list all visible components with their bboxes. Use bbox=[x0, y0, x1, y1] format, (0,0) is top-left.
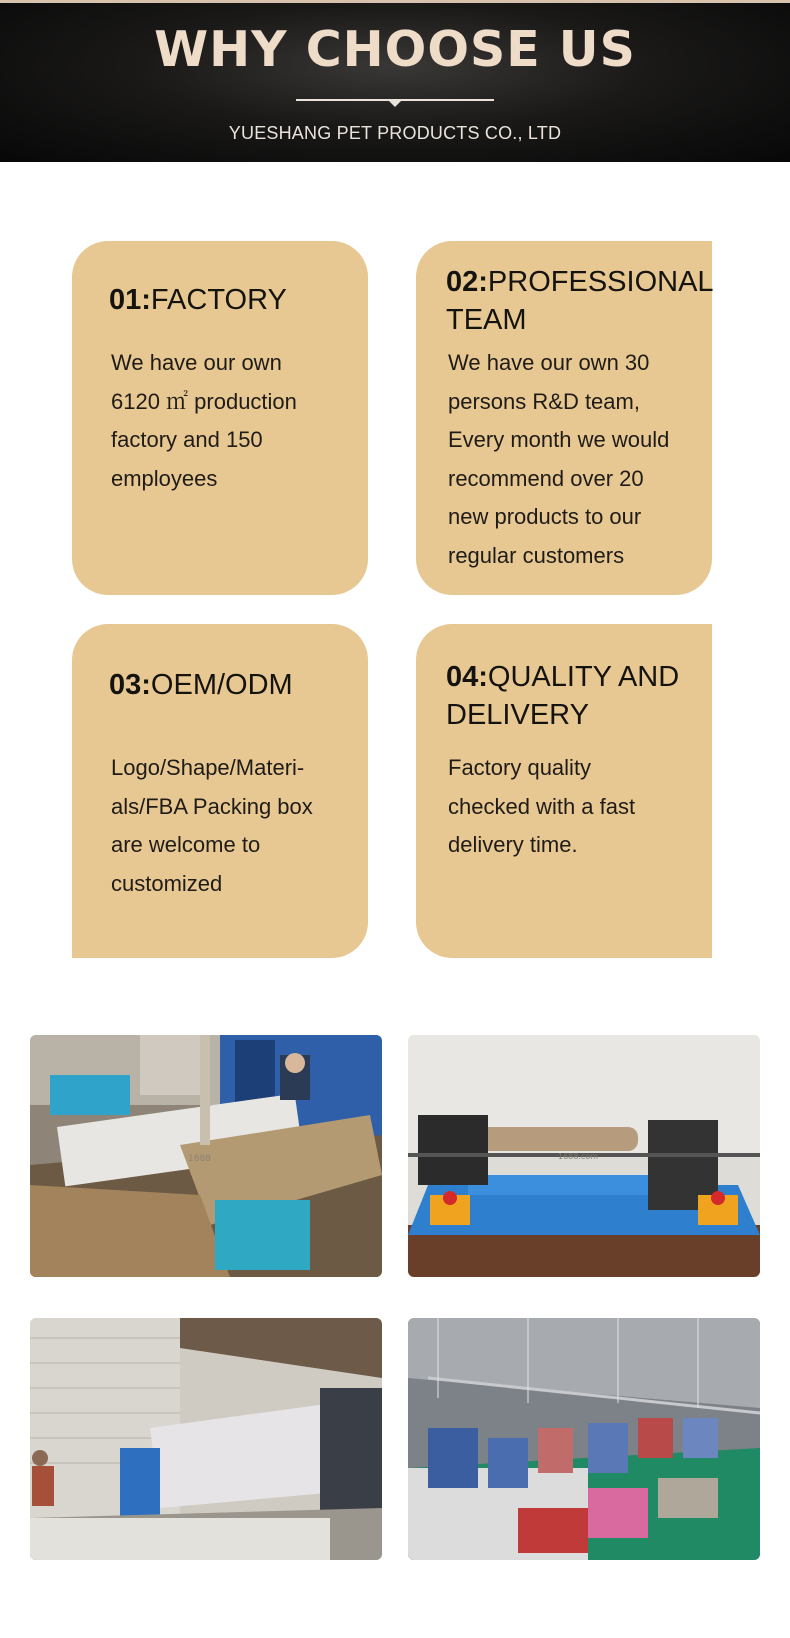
card-number: 04: bbox=[446, 661, 488, 693]
factory-photo-cnc-machine bbox=[30, 1035, 382, 1277]
card-heading: FACTORY bbox=[150, 284, 287, 316]
factory-photo-fabric-machine bbox=[30, 1318, 382, 1560]
caret-down-icon bbox=[389, 101, 401, 107]
card-line: recommend over 20 bbox=[448, 465, 644, 491]
card-line: customized bbox=[111, 870, 223, 896]
feature-card-oem-odm bbox=[72, 624, 368, 958]
card-line: We have our own 30 bbox=[448, 350, 650, 375]
card-line: new products to our bbox=[448, 504, 642, 529]
card-heading: QUALITY AND DELIVERY bbox=[446, 661, 680, 731]
card-title bbox=[109, 666, 293, 704]
card-line: regular customers bbox=[448, 542, 625, 568]
card-line: We have our own bbox=[111, 350, 282, 375]
card-title bbox=[109, 281, 287, 319]
cnc-machine-image bbox=[30, 1035, 382, 1277]
watermark: 1688 bbox=[188, 1154, 211, 1164]
card-title bbox=[446, 658, 708, 734]
feature-card-factory bbox=[72, 241, 368, 595]
card-description bbox=[111, 344, 351, 498]
card-line: Every month we would bbox=[448, 427, 670, 452]
card-line: delivery time. bbox=[448, 832, 578, 857]
company-name: YUESHANG PET PRODUCTS CO., LTD bbox=[228, 123, 562, 143]
card-line: als/FBA Packing box bbox=[111, 793, 313, 819]
card-heading: PROFESSIONAL TEAM bbox=[446, 266, 713, 336]
card-line: 6120 ㎡ production bbox=[111, 388, 297, 414]
feature-card-quality-delivery bbox=[416, 624, 712, 958]
card-number: 02: bbox=[446, 266, 488, 298]
card-line: Factory quality bbox=[448, 755, 592, 780]
card-description bbox=[111, 749, 351, 903]
card-line: checked with a fast bbox=[448, 793, 636, 819]
card-line: factory and 150 bbox=[111, 427, 263, 452]
card-description bbox=[448, 344, 710, 575]
factory-photo-roller-machine bbox=[408, 1035, 760, 1277]
feature-card-professional-team bbox=[416, 241, 712, 595]
card-line: are welcome to bbox=[111, 832, 261, 857]
card-title bbox=[446, 263, 713, 339]
card-description bbox=[448, 749, 688, 865]
card-number: 01: bbox=[109, 284, 151, 316]
watermark: 1688.com bbox=[558, 1152, 598, 1161]
factory-photo-sewing-workshop bbox=[408, 1318, 760, 1560]
fabric-machine-image bbox=[30, 1318, 382, 1560]
roller-machine-image bbox=[408, 1035, 760, 1277]
card-line: persons R&D team, bbox=[448, 388, 640, 414]
card-heading: OEM/ODM bbox=[150, 669, 293, 701]
header-banner bbox=[0, 0, 790, 162]
sewing-workshop-image bbox=[408, 1318, 760, 1560]
page-title: WHY CHOOSE US bbox=[154, 21, 636, 78]
card-line: Logo/Shape/Materi- bbox=[111, 755, 305, 780]
card-number: 03: bbox=[109, 669, 151, 701]
card-line: employees bbox=[111, 465, 218, 491]
